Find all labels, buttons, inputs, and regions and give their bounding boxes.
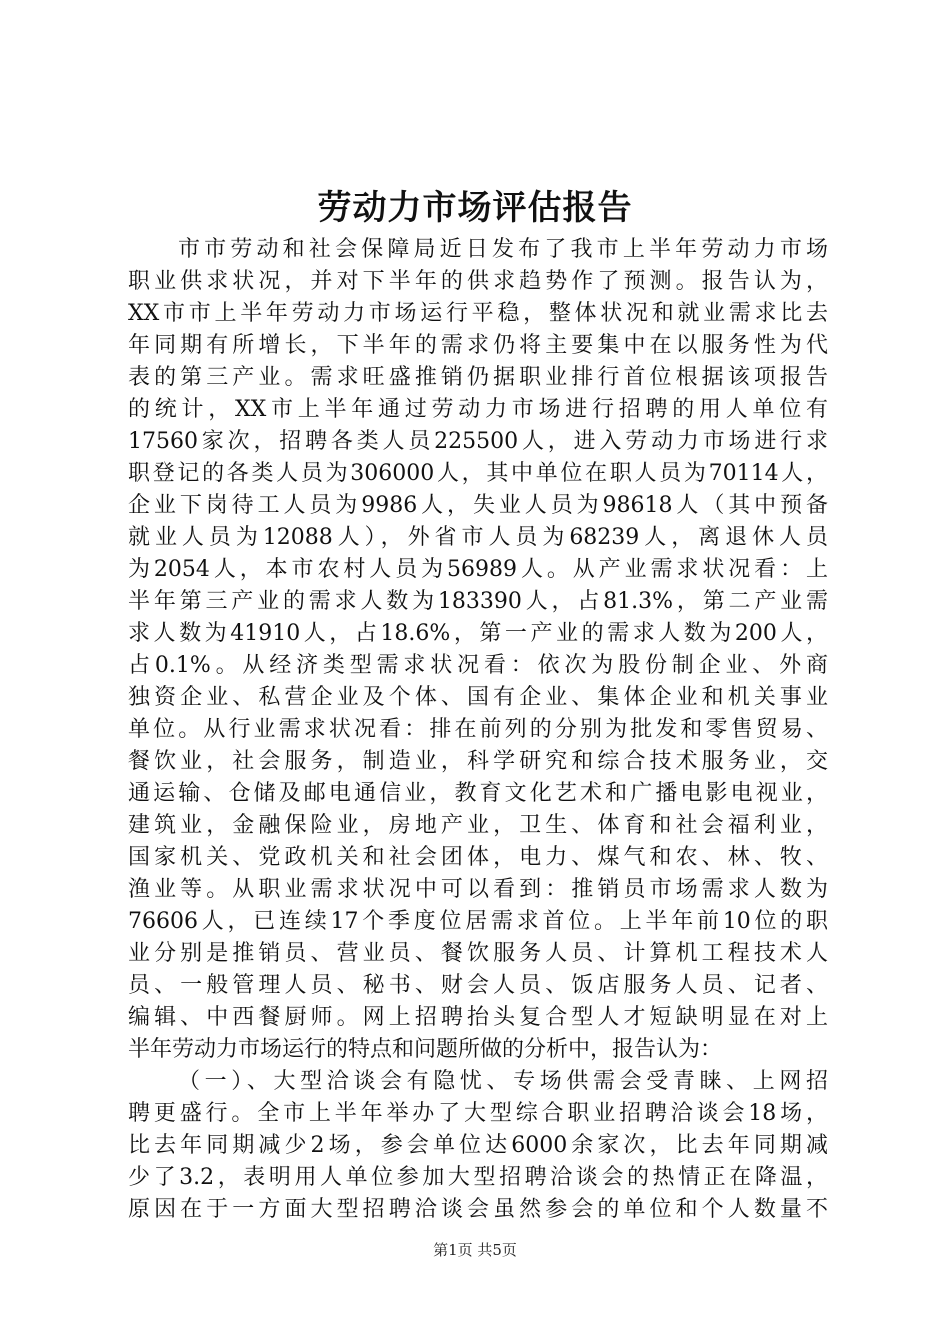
paragraph-line: 76606人，已连续17个季度位居需求首位。上半年前10位的职 — [128, 909, 828, 934]
paragraph-line: 市市劳动和社会保障局近日发布了我市上半年劳动力市场 — [178, 237, 828, 262]
paragraph-line: 比去年同期减少2场，参会单位达6000余家次，比去年同期减 — [128, 1133, 828, 1158]
paragraph-line: 为2054人，本市农村人员为56989人。从产业需求状况看：上 — [128, 557, 828, 582]
paragraph-line: 企业下岗待工人员为9986人，失业人员为98618人（其中预备 — [128, 493, 828, 518]
paragraph-line: 原因在于一方面大型招聘洽谈会虽然参会的单位和个人数量不 — [128, 1197, 828, 1222]
paragraph-line: 职业供求状况，并对下半年的供求趋势作了预测。报告认为， — [128, 269, 828, 294]
paragraph-line: 就业人员为12088人），外省市人员为68239人，离退休人员 — [128, 525, 828, 550]
document-title: 劳动力市场评估报告 — [317, 188, 633, 228]
paragraph-line: 编辑、中西餐厨师。网上招聘抬头复合型人才短缺明显在对上 — [128, 1005, 828, 1030]
paragraph-line: 占0.1%。从经济类型需求状况看：依次为股份制企业、外商 — [128, 653, 828, 678]
paragraph-line: 单位。从行业需求状况看：排在前列的分别为批发和零售贸易、 — [128, 717, 828, 742]
paragraph-line: 表的第三产业。需求旺盛推销仍据职业排行首位根据该项报告 — [128, 365, 828, 390]
paragraph-line: 业分别是推销员、营业员、餐饮服务人员、计算机工程技术人 — [128, 941, 828, 966]
paragraph-line: XX市市上半年劳动力市场运行平稳，整体状况和就业需求比去 — [128, 301, 828, 326]
paragraph-line: 半年第三产业的需求人数为183390人，占81.3%，第二产业需 — [128, 589, 828, 614]
paragraph-line: 员、一般管理人员、秘书、财会人员、饭店服务人员、记者、 — [128, 973, 828, 998]
paragraph-line: 职登记的各类人员为306000人，其中单位在职人员为70114人， — [128, 461, 828, 486]
page-number-footer: 第1页 共5页 — [433, 1241, 517, 1259]
paragraph-line: 聘更盛行。全市上半年举办了大型综合职业招聘洽谈会18场， — [128, 1101, 828, 1126]
paragraph-line: 的统计，XX市上半年通过劳动力市场进行招聘的用人单位有 — [128, 397, 828, 422]
paragraph-line: 建筑业，金融保险业，房地产业，卫生、体育和社会福利业， — [128, 813, 828, 838]
paragraph-line: 渔业等。从职业需求状况中可以看到：推销员市场需求人数为 — [128, 877, 828, 902]
paragraph-line: 17560家次，招聘各类人员225500人，进入劳动力市场进行求 — [128, 429, 828, 454]
paragraph-line: 求人数为41910人，占18.6%，第一产业的需求人数为200人， — [128, 621, 828, 646]
paragraph-line: 国家机关、党政机关和社会团体，电力、煤气和农、林、牧、 — [128, 845, 828, 870]
paragraph-line: 年同期有所增长，下半年的需求仍将主要集中在以服务性为代 — [128, 333, 828, 358]
document-body — [128, 234, 828, 1226]
paragraph-line: 通运输、仓储及邮电通信业，教育文化艺术和广播电影电视业， — [128, 781, 828, 806]
paragraph-line: 餐饮业，社会服务，制造业，科学研究和综合技术服务业，交 — [128, 749, 828, 774]
paragraph-line: 独资企业、私营企业及个体、国有企业、集体企业和机关事业 — [128, 685, 828, 710]
paragraph-line: 少了3.2，表明用人单位参加大型招聘洽谈会的热情正在降温， — [128, 1165, 828, 1190]
paragraph-line: 半年劳动力市场运行的特点和问题所做的分析中，报告认为： — [128, 1037, 723, 1062]
paragraph-line: （一）、大型洽谈会有隐忧、专场供需会受青睐、上网招 — [178, 1069, 828, 1094]
